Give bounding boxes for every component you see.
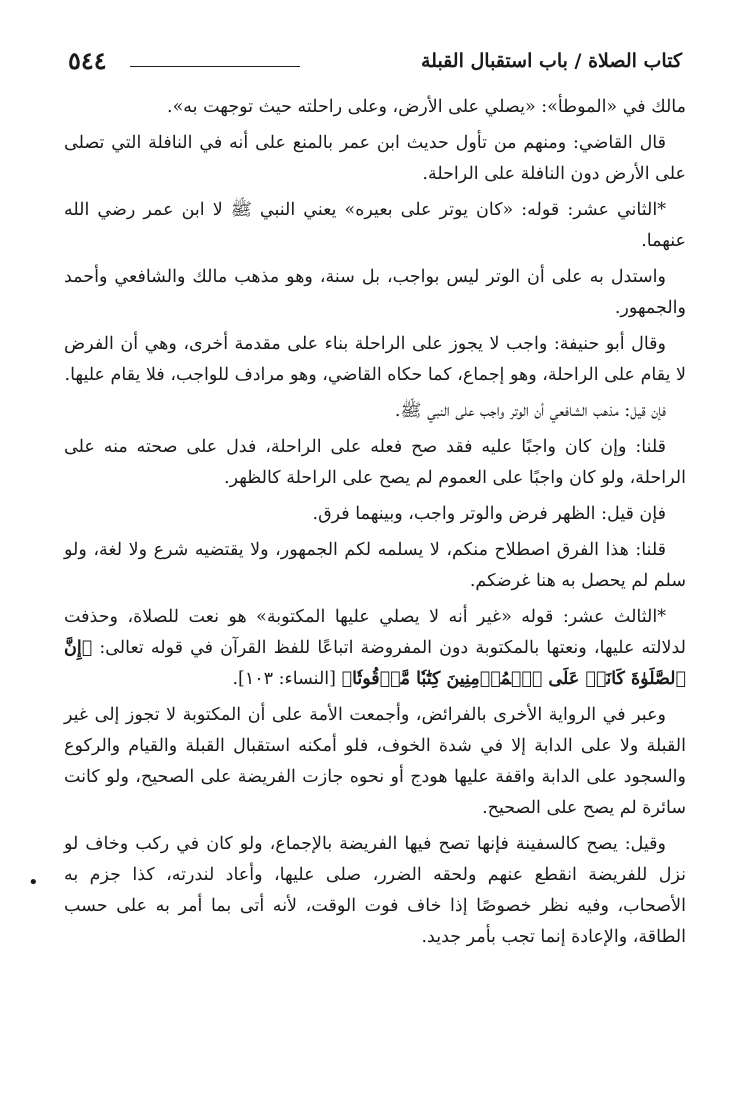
paragraph: مالك في «الموطأ»: «يصلي على الأرض، وعلى راحلته حيث توجهت به». [167,97,686,117]
page-header [68,46,682,86]
paragraph: فإن قيل: مذهب الشافعي أن الوتر واجب على النبي ﷺ. [394,401,666,421]
page-body [64,92,686,958]
paragraph: واستدل به على أن الوتر ليس بواجب، بل سنة، وهو مذهب مالك والشافعي وأحمد والجمهور. [64,267,686,318]
paragraph: قلنا: وإن كان واجبًا عليه فقد صح فعله على الراحلة، فدل على صحته منه على الراحلة، ولو كان واجبًا على العموم لم يصح على الراحلة كالظهر. [64,437,686,488]
third-point-paragraph [64,602,686,695]
third-point-text: *الثالث عشر: قوله «غير أنه لا يصلي عليها المكتوبة» هو نعت للصلاة، وحذفت لدلالته عليها، ونعتها بالمكتوبة دون المفروضة اتباعًا للفظ القرآن في قوله تعالى: [64,607,686,658]
paragraph: *الثاني عشر: قوله: «كان يوتر على بعيره» يعني النبي ﷺ لا ابن عمر رضي الله عنهما. [64,200,686,251]
paragraph: وقال أبو حنيفة: واجب لا يجوز على الراحلة بناء على مقدمة أخرى، وهي أن الفرض لا يقام على الراحلة، وهو إجماع، كما حكاه القاضي، وهو مرادف للواجب، فلا يقام عليها. [64,334,686,385]
paragraph: فإن قيل: الظهر فرض والوتر واجب، وبينهما فرق. [312,504,666,524]
paragraph: قال القاضي: ومنهم من تأول حديث ابن عمر بالمنع على أنه في النافلة التي تصلى على الأرض دون النافلة على الراحلة. [64,133,686,184]
running-title: كتاب الصلاة / باب استقبال القبلة [420,50,682,72]
quran-verse: ﴿إِنَّ ٱلصَّلَوٰةَ كَانَتۡ عَلَى ٱلۡمُؤۡمِنِينَ كِتَٰبٗا مَّوۡقُوتٗا﴾ [64,638,686,689]
stray-mark: • [28,872,39,893]
quran-citation: [النساء: ١٠٣]. [232,669,336,689]
paragraph: وعبر في الرواية الأخرى بالفرائض، وأجمعت الأمة على أن المكتوبة لا تجوز إلى غير القبلة ولا على الدابة إلا في شدة الخوف، فلو أمكنه استقبال القبلة والقيام والركوع والسجود على الدابة واقفة عليها هودج أو نحوه جازت الفريضة على الصحيح، ولو كانت سائرة لم يصح على الصحيح. [64,705,686,818]
paragraph: وقيل: يصح كالسفينة فإنها تصح فيها الفريضة بالإجماع، ولو كان في ركب وخاف لو نزل للفريضة انقطع عنهم ولحقه الضرر، صلى عليها، وأعاد لندرته، كذا جزم به الأصحاب، وفيه نظر خصوصًا إذا خاف فوت الوقت، لأنه أتى بما أمر به على حسب الطاقة، والإعادة إنما تجب بأمر جديد. [64,834,686,947]
paragraph: قلنا: هذا الفرق اصطلاح منكم، لا يسلمه لكم الجمهور، ولا يقتضيه شرع ولا لغة، ولو سلم لم يحصل به هنا غرضكم. [64,540,686,591]
page-number: ٥٤٤ [68,46,107,75]
header-rule [130,66,300,67]
